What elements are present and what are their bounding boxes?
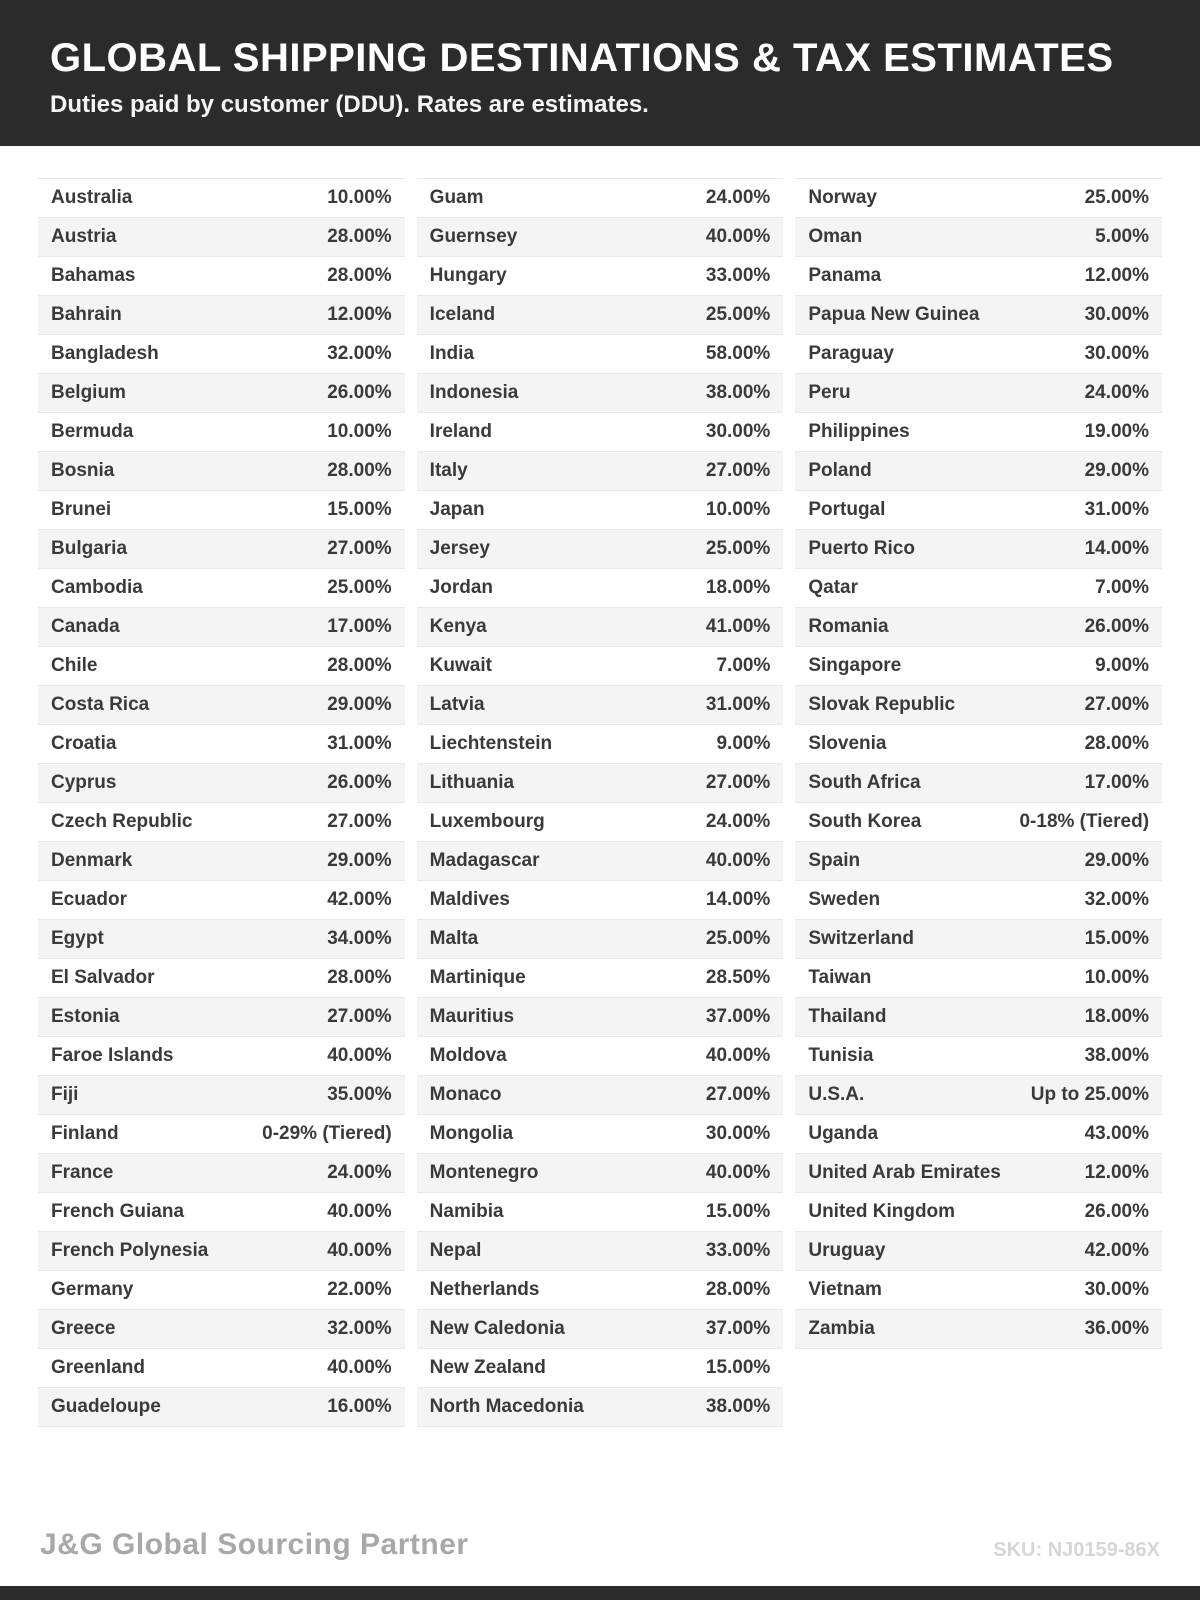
- table-row: [38, 179, 405, 218]
- table-row: [417, 998, 784, 1037]
- tax-rate: 40.00%: [327, 1045, 392, 1066]
- country-name: French Polynesia: [51, 1240, 209, 1261]
- tax-rate: 24.00%: [327, 1162, 392, 1183]
- country-name: Belgium: [51, 382, 126, 403]
- country-name: United Arab Emirates: [808, 1162, 1001, 1183]
- table-row: [417, 1310, 784, 1349]
- country-name: Indonesia: [429, 382, 519, 403]
- country-name: Zambia: [808, 1318, 875, 1339]
- country-name: Spain: [808, 850, 861, 871]
- country-name: U.S.A.: [808, 1084, 865, 1105]
- table-row: [795, 608, 1162, 647]
- country-name: Ecuador: [51, 889, 128, 910]
- tax-rate: 40.00%: [327, 1240, 392, 1261]
- country-name: French Guiana: [51, 1201, 185, 1222]
- tax-rate: 12.00%: [1084, 1162, 1150, 1183]
- country-name: Hungary: [429, 265, 507, 286]
- country-name: Qatar: [808, 577, 858, 598]
- tax-rate: 17.00%: [327, 616, 392, 637]
- country-name: Mongolia: [429, 1123, 514, 1144]
- table-row: [38, 569, 405, 608]
- country-name: South Africa: [808, 772, 921, 793]
- tax-rate: 12.00%: [327, 304, 392, 325]
- tax-rate: 7.00%: [716, 655, 771, 676]
- table-row: [38, 881, 405, 920]
- table-row: [38, 842, 405, 881]
- country-name: Madagascar: [429, 850, 540, 871]
- table-row: [417, 1037, 784, 1076]
- tax-rate: 37.00%: [705, 1006, 771, 1027]
- tax-rate: 40.00%: [327, 1201, 392, 1222]
- country-name: Faroe Islands: [51, 1045, 174, 1066]
- country-name: Lithuania: [429, 772, 515, 793]
- table-row: [38, 1271, 405, 1310]
- table-row: [417, 608, 784, 647]
- page-title: GLOBAL SHIPPING DESTINATIONS & TAX ESTIMATES: [50, 36, 1114, 80]
- country-name: Jersey: [429, 538, 490, 559]
- tax-rate: 10.00%: [327, 421, 392, 442]
- country-name: Cyprus: [51, 772, 117, 793]
- country-name: Guadeloupe: [51, 1396, 161, 1417]
- table-row: [417, 1154, 784, 1193]
- country-name: Papua New Guinea: [808, 304, 980, 325]
- page-footer: [0, 1528, 1200, 1562]
- table-row: [38, 1310, 405, 1349]
- tax-rate: 40.00%: [705, 226, 771, 247]
- tax-rate: 10.00%: [327, 187, 392, 208]
- table-row: [38, 530, 405, 569]
- tax-rate: 28.00%: [327, 265, 392, 286]
- country-name: Paraguay: [808, 343, 894, 364]
- tax-rate: 32.00%: [327, 1318, 392, 1339]
- tax-rate: 25.00%: [705, 928, 771, 949]
- tax-rate: 28.50%: [705, 967, 771, 988]
- table-row: [417, 1388, 784, 1427]
- table-row: [38, 218, 405, 257]
- country-name: Sweden: [808, 889, 881, 910]
- table-row: [417, 1271, 784, 1310]
- table-row: [417, 764, 784, 803]
- table-column-3: [795, 178, 1162, 1427]
- country-name: Malta: [429, 928, 479, 949]
- country-name: Taiwan: [808, 967, 872, 988]
- table-row: [795, 725, 1162, 764]
- table-row: [38, 998, 405, 1037]
- tax-rate: 24.00%: [705, 811, 771, 832]
- tax-rate: 22.00%: [327, 1279, 392, 1300]
- table-row: [38, 335, 405, 374]
- tax-rate: 9.00%: [1095, 655, 1150, 676]
- country-name: Cambodia: [51, 577, 143, 598]
- table-row: [795, 1193, 1162, 1232]
- tax-rate: 27.00%: [705, 772, 771, 793]
- table-row: [795, 686, 1162, 725]
- country-name: South Korea: [808, 811, 922, 832]
- table-row: [795, 1037, 1162, 1076]
- country-name: El Salvador: [51, 967, 155, 988]
- tax-rate: 7.00%: [1095, 577, 1150, 598]
- country-name: Singapore: [808, 655, 902, 676]
- table-row: [417, 179, 784, 218]
- tax-rate: 34.00%: [327, 928, 392, 949]
- tax-rate: 25.00%: [1084, 187, 1150, 208]
- table-row: [38, 764, 405, 803]
- tax-rate: 28.00%: [327, 655, 392, 676]
- tax-rate: 12.00%: [1084, 265, 1150, 286]
- tax-rate: 42.00%: [1084, 1240, 1150, 1261]
- table-row: [38, 1349, 405, 1388]
- table-row: [417, 959, 784, 998]
- table-row: [417, 1076, 784, 1115]
- table-row: [795, 257, 1162, 296]
- country-name: Moldova: [429, 1045, 507, 1066]
- table-row: [417, 1232, 784, 1271]
- tax-rate: Up to 25.00%: [1030, 1084, 1150, 1105]
- country-name: Iceland: [429, 304, 496, 325]
- table-row: [417, 920, 784, 959]
- country-name: Denmark: [51, 850, 133, 871]
- tax-rate-table: [0, 178, 1200, 1427]
- country-name: United Kingdom: [808, 1201, 956, 1222]
- table-row: [417, 1193, 784, 1232]
- tax-rate: 26.00%: [327, 382, 392, 403]
- tax-rate: 31.00%: [705, 694, 771, 715]
- table-row: [38, 1154, 405, 1193]
- country-name: Brunei: [51, 499, 112, 520]
- country-name: Puerto Rico: [808, 538, 915, 559]
- country-name: Czech Republic: [51, 811, 193, 832]
- table-column-1: [38, 178, 405, 1427]
- tax-rate: 28.00%: [327, 226, 392, 247]
- country-name: Bosnia: [51, 460, 115, 481]
- country-name: Italy: [429, 460, 468, 481]
- table-row: [38, 725, 405, 764]
- table-row: [795, 647, 1162, 686]
- country-name: Japan: [429, 499, 485, 520]
- table-column-2: [417, 178, 784, 1427]
- country-name: Martinique: [429, 967, 526, 988]
- tax-rate: 15.00%: [705, 1201, 771, 1222]
- table-row: [795, 842, 1162, 881]
- table-row: [795, 764, 1162, 803]
- tax-rate: 14.00%: [1084, 538, 1150, 559]
- table-row: [795, 1154, 1162, 1193]
- table-row: [417, 647, 784, 686]
- tax-rate: 27.00%: [705, 460, 771, 481]
- table-row: [38, 647, 405, 686]
- table-row: [38, 920, 405, 959]
- tax-rate: 27.00%: [327, 1006, 392, 1027]
- country-name: Nepal: [429, 1240, 482, 1261]
- table-row: [795, 920, 1162, 959]
- country-name: Finland: [51, 1123, 119, 1144]
- tax-rate: 18.00%: [1084, 1006, 1150, 1027]
- table-row: [417, 1115, 784, 1154]
- table-row: [417, 218, 784, 257]
- country-name: France: [51, 1162, 114, 1183]
- table-row: [417, 686, 784, 725]
- table-row: [417, 569, 784, 608]
- tax-rate: 18.00%: [705, 577, 771, 598]
- sku-label: SKU: NJ0159-86X: [993, 1539, 1160, 1561]
- table-row: [38, 1037, 405, 1076]
- table-row: [417, 374, 784, 413]
- country-name: Uganda: [808, 1123, 879, 1144]
- country-name: Greenland: [51, 1357, 145, 1378]
- table-row: [38, 803, 405, 842]
- country-name: Kenya: [429, 616, 487, 637]
- table-row: [417, 725, 784, 764]
- page-header: [0, 0, 1200, 146]
- tax-rate: 30.00%: [1084, 343, 1150, 364]
- table-row: [417, 296, 784, 335]
- tax-rate: 37.00%: [705, 1318, 771, 1339]
- tax-rate: 58.00%: [705, 343, 771, 364]
- country-name: Bangladesh: [51, 343, 159, 364]
- tax-rate: 41.00%: [705, 616, 771, 637]
- country-name: Panama: [808, 265, 882, 286]
- tax-rate: 38.00%: [705, 1396, 771, 1417]
- table-row: [417, 803, 784, 842]
- country-name: Uruguay: [808, 1240, 886, 1261]
- tax-rate: 35.00%: [327, 1084, 392, 1105]
- tax-rate: 26.00%: [1084, 1201, 1150, 1222]
- table-row: [417, 881, 784, 920]
- tax-rate: 27.00%: [327, 811, 392, 832]
- country-name: Egypt: [51, 928, 104, 949]
- tax-rate: 31.00%: [1084, 499, 1150, 520]
- country-name: Vietnam: [808, 1279, 882, 1300]
- tax-rate: 15.00%: [327, 499, 392, 520]
- country-name: Poland: [808, 460, 872, 481]
- tax-rate: 43.00%: [1084, 1123, 1150, 1144]
- table-row: [795, 491, 1162, 530]
- tax-rate: 40.00%: [327, 1357, 392, 1378]
- country-name: Oman: [808, 226, 863, 247]
- tax-rate: 28.00%: [705, 1279, 771, 1300]
- table-row: [38, 1076, 405, 1115]
- tax-rate: 14.00%: [705, 889, 771, 910]
- country-name: Australia: [51, 187, 133, 208]
- tax-rate: 24.00%: [705, 187, 771, 208]
- tax-rate: 27.00%: [705, 1084, 771, 1105]
- tax-rate: 24.00%: [1084, 382, 1150, 403]
- country-name: New Zealand: [429, 1357, 546, 1378]
- table-row: [38, 491, 405, 530]
- table-row: [38, 959, 405, 998]
- country-name: Maldives: [429, 889, 510, 910]
- table-row: [795, 296, 1162, 335]
- country-name: Bahrain: [51, 304, 122, 325]
- table-row: [417, 257, 784, 296]
- country-name: Canada: [51, 616, 120, 637]
- table-row: [417, 335, 784, 374]
- tax-rate: 33.00%: [705, 1240, 771, 1261]
- table-row: [417, 491, 784, 530]
- country-name: Portugal: [808, 499, 886, 520]
- country-name: Jordan: [429, 577, 494, 598]
- country-name: Fiji: [51, 1084, 79, 1105]
- tax-rate: 40.00%: [705, 1162, 771, 1183]
- tax-rate: 0-18% (Tiered): [1019, 811, 1150, 832]
- table-row: [417, 530, 784, 569]
- country-name: Bulgaria: [51, 538, 128, 559]
- table-row: [38, 1388, 405, 1427]
- country-name: Netherlands: [429, 1279, 540, 1300]
- tax-rate: 38.00%: [1084, 1045, 1150, 1066]
- country-name: Luxembourg: [429, 811, 545, 832]
- country-name: Croatia: [51, 733, 117, 754]
- table-row: [795, 1076, 1162, 1115]
- country-name: Philippines: [808, 421, 910, 442]
- country-name: Norway: [808, 187, 877, 208]
- tax-rate: 29.00%: [1084, 850, 1150, 871]
- table-row: [417, 413, 784, 452]
- country-name: Monaco: [429, 1084, 502, 1105]
- tax-rate: 16.00%: [327, 1396, 392, 1417]
- country-name: Kuwait: [429, 655, 492, 676]
- table-row: [795, 881, 1162, 920]
- tax-rate: 28.00%: [327, 460, 392, 481]
- table-row: [795, 1310, 1162, 1349]
- tax-rate: 17.00%: [1084, 772, 1150, 793]
- country-name: Greece: [51, 1318, 116, 1339]
- tax-rate: 29.00%: [327, 850, 392, 871]
- country-name: Namibia: [429, 1201, 504, 1222]
- table-row: [38, 374, 405, 413]
- country-name: Tunisia: [808, 1045, 874, 1066]
- tax-rate: 9.00%: [716, 733, 771, 754]
- country-name: Costa Rica: [51, 694, 150, 715]
- table-row: [795, 218, 1162, 257]
- tax-rate: 27.00%: [1084, 694, 1150, 715]
- tax-rate: 26.00%: [327, 772, 392, 793]
- table-row: [795, 1271, 1162, 1310]
- country-name: Estonia: [51, 1006, 120, 1027]
- tax-rate: 33.00%: [705, 265, 771, 286]
- country-name: Peru: [808, 382, 851, 403]
- country-name: Ireland: [429, 421, 492, 442]
- tax-rate: 30.00%: [705, 421, 771, 442]
- tax-rate: 15.00%: [705, 1357, 771, 1378]
- bottom-accent-bar: [0, 1586, 1200, 1600]
- tax-rate: 30.00%: [1084, 304, 1150, 325]
- table-row: [38, 1193, 405, 1232]
- tax-rate: 40.00%: [705, 1045, 771, 1066]
- table-row: [38, 1115, 405, 1154]
- table-row: [38, 686, 405, 725]
- country-name: Bahamas: [51, 265, 136, 286]
- table-row: [795, 452, 1162, 491]
- tax-rate: 31.00%: [327, 733, 392, 754]
- table-row: [38, 296, 405, 335]
- tax-rate: 28.00%: [327, 967, 392, 988]
- tax-rate: 27.00%: [327, 538, 392, 559]
- country-name: Mauritius: [429, 1006, 515, 1027]
- table-row: [795, 998, 1162, 1037]
- table-row: [38, 1232, 405, 1271]
- table-row: [417, 1349, 784, 1388]
- tax-rate: 32.00%: [327, 343, 392, 364]
- table-row: [795, 335, 1162, 374]
- country-name: Bermuda: [51, 421, 134, 442]
- table-row: [795, 569, 1162, 608]
- tax-rate: 29.00%: [1084, 460, 1150, 481]
- country-name: Guernsey: [429, 226, 518, 247]
- table-row: [795, 959, 1162, 998]
- country-name: Montenegro: [429, 1162, 539, 1183]
- tax-rate: 29.00%: [327, 694, 392, 715]
- tax-rate: 40.00%: [705, 850, 771, 871]
- table-row: [795, 1115, 1162, 1154]
- table-row: [795, 179, 1162, 218]
- tax-rate: 32.00%: [1084, 889, 1150, 910]
- tax-rate: 42.00%: [327, 889, 392, 910]
- country-name: Germany: [51, 1279, 134, 1300]
- country-name: North Macedonia: [429, 1396, 584, 1417]
- tax-rate: 0-29% (Tiered): [262, 1123, 392, 1144]
- table-row: [795, 1232, 1162, 1271]
- tax-rate: 26.00%: [1084, 616, 1150, 637]
- brand-name: J&G Global Sourcing Partner: [40, 1528, 469, 1561]
- country-name: Chile: [51, 655, 98, 676]
- country-name: Slovenia: [808, 733, 887, 754]
- country-name: Austria: [51, 226, 117, 247]
- tax-rate: 25.00%: [705, 304, 771, 325]
- table-row: [38, 257, 405, 296]
- country-name: Latvia: [429, 694, 485, 715]
- table-row: [795, 530, 1162, 569]
- country-name: Liechtenstein: [429, 733, 553, 754]
- tax-rate: 25.00%: [705, 538, 771, 559]
- table-row: [38, 452, 405, 491]
- country-name: Thailand: [808, 1006, 887, 1027]
- table-row: [795, 374, 1162, 413]
- country-name: Slovak Republic: [808, 694, 956, 715]
- table-row: [795, 413, 1162, 452]
- tax-rate: 30.00%: [705, 1123, 771, 1144]
- table-row: [38, 413, 405, 452]
- country-name: Switzerland: [808, 928, 914, 949]
- tax-rate: 15.00%: [1084, 928, 1150, 949]
- table-row: [795, 803, 1162, 842]
- tax-rate: 38.00%: [705, 382, 771, 403]
- table-row: [417, 842, 784, 881]
- tax-rate: 10.00%: [1084, 967, 1150, 988]
- tax-rate: 28.00%: [1084, 733, 1150, 754]
- tax-rate: 19.00%: [1084, 421, 1150, 442]
- tax-rate: 30.00%: [1084, 1279, 1150, 1300]
- table-row: [417, 452, 784, 491]
- tax-rate: 5.00%: [1095, 226, 1150, 247]
- country-name: India: [429, 343, 475, 364]
- page-subtitle: Duties paid by customer (DDU). Rates are estimates.: [50, 91, 649, 118]
- country-name: Guam: [429, 187, 484, 208]
- tax-rate: 36.00%: [1084, 1318, 1150, 1339]
- table-row: [38, 608, 405, 647]
- tax-rate: 10.00%: [705, 499, 771, 520]
- country-name: New Caledonia: [429, 1318, 565, 1339]
- country-name: Romania: [808, 616, 889, 637]
- tax-rate: 25.00%: [327, 577, 392, 598]
